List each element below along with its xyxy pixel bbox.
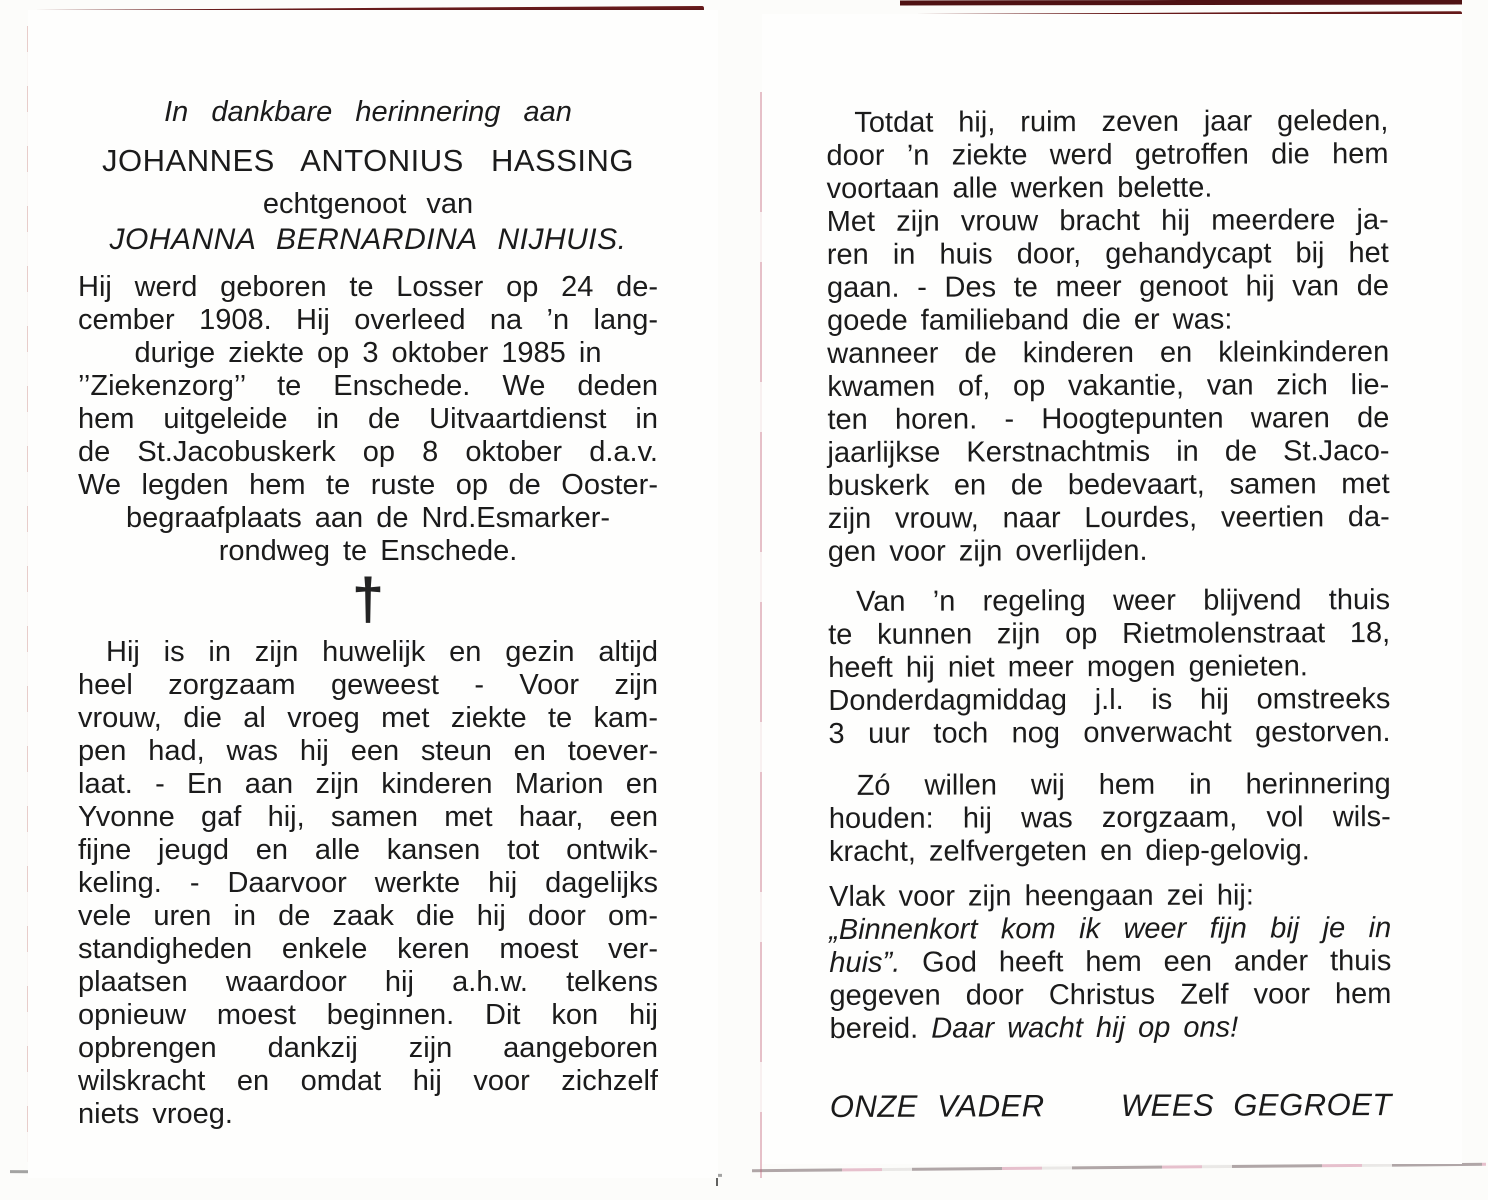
text-line: wilskracht en omdat hij voor zichzelf [78,1065,658,1097]
text-line: Zó willen wij hem in herinnering [856,768,1391,802]
text-line: niets vroeg. [78,1098,233,1130]
left-page-content [28,10,718,1178]
text-line: opnieuw moest beginnen. Dit kon hij [78,999,658,1031]
text-line: heeft hij niet meer mogen genieten. [828,650,1308,684]
text-line: standigheden enkele keren moest ver- [78,933,658,965]
text-line: „Binnenkort kom ik weer fijn bij je in [829,912,1392,946]
remembrance-paragraph [829,768,1391,869]
text-line: plaatsen waardoor hij a.h.w. telkens [78,966,658,998]
text-line: laat. - En aan zijn kinderen Marion en [78,768,658,800]
text-line: kracht, zelfvergeten en diep-gelovig. [828,834,1310,868]
illness-paragraph [826,105,1390,569]
text-line: door ’n ziekte werd getroffen die hem [826,138,1389,172]
deceased-name: JOHANNES ANTONIUS HASSING [102,143,634,178]
text-line: goede familieband die er was: [827,303,1233,337]
text-line: te kunnen zijn op Rietmolenstraat 18, [828,617,1391,651]
text-line: Totdat hij, ruim zeven jaar geleden, [854,105,1389,139]
text-line: gen voor zijn overlijden. [827,534,1148,568]
text-line: de St.Jacobuskerk op 8 oktober d.a.v. [78,436,658,468]
text-line: ’’Ziekenzorg’’ te Enschede. We deden [78,370,658,402]
relation-line: echtgenoot van [262,188,474,220]
prayer-onze-vader: ONZE VADER [829,1088,1045,1124]
text-line: wanneer de kinderen en kleinkinderen [827,336,1390,370]
text-line: buskerk en de bedevaart, samen met [827,468,1390,502]
text-line: heel zorgzaam geweest - Voor zijn [78,669,658,701]
text-segment: God heeft hem een ander thuis [900,945,1392,979]
text-line: Hij is in zijn huwelijk en gezin altijd [106,636,658,668]
text-line: gegeven door Christus Zelf voor hem [829,978,1392,1012]
text-line: Donderdagmiddag j.l. is hij omstreeks [828,683,1391,717]
text-line: Hij werd geboren te Losser op 24 de- [78,271,658,303]
text-segment: bereid. [829,1012,932,1045]
text-line: houden: hij was zorgzaam, vol wils- [828,801,1391,835]
quote-paragraph [829,879,1392,1046]
text-line: We legden hem te ruste op de Ooster- [78,469,658,501]
text-line: ten horen. - Hoogtepunten waren de [827,402,1390,436]
text-line: Yvonne gaf hij, samen met haar, een [78,801,658,833]
text-line: fijne jeugd en alle kansen tot ontwik- [78,834,658,866]
text-line: durige ziekte op 3 oktober 1985 in [134,337,602,369]
life-paragraph [78,636,658,1131]
text-line: cember 1908. Hij overleed na ’n lang- [78,304,658,336]
card-top-edge-right-upper [900,0,1462,5]
text-line: vrouw, die al vroeg met ziekte te kam- [78,702,658,734]
text-line: jaarlijkse Kerstnachtmis in de St.Jaco- [827,435,1390,469]
spouse-name: JOHANNA BERNARDINA NIJHUIS. [109,223,627,256]
text-line: Van ’n regeling weer blijvend thuis [855,584,1391,618]
cross-icon: † [351,567,385,632]
text-line: 3 uur toch nog onverwacht gestorven. [828,716,1391,750]
text-line: voortaan alle werken belette. [826,171,1213,205]
left-page [28,10,718,1178]
memory-line: In dankbare herinnering aan [164,96,572,128]
text-line: gaan. - Des te meer genoot hij van de [826,270,1389,304]
text-line: rondweg te Enschede. [218,535,518,567]
text-line: ren in huis door, gehandycapt bij het [826,237,1389,271]
text-line: Vlak voor zijn heengaan zei hij: [829,879,1254,913]
text-line: opbrengen dankzij zijn aangeboren [78,1032,658,1064]
biography-paragraph [78,271,658,568]
text-line: vele uren in de zaak die hij door om- [78,900,658,932]
text-line: keling. - Daarvoor werkte hij dagelijks [78,867,658,899]
right-page-content [760,13,1464,1165]
text-line: zijn vrouw, naar Lourdes, veertien da- [827,501,1390,535]
right-page [762,14,1462,1164]
prayer-wees-gegroet: WEES GEGROET [1120,1087,1392,1123]
text-line: begraafplaats aan de Nrd.Esmarker- [125,502,611,534]
text-line: hem uitgeleide in de Uitvaartdienst in [78,403,658,435]
prayer-row [830,1088,1392,1124]
text-segment: huis”. [829,946,901,979]
text-line [829,945,1391,980]
text-line [829,1011,1391,1046]
text-line: pen had, was hij een steun en toever- [78,735,658,767]
text-line: kwamen of, op vakantie, van zich lie- [827,369,1390,403]
text-segment: Daar wacht hij op ons! [931,1011,1239,1045]
text-line: Met zijn vrouw bracht hij meerdere ja- [826,204,1389,238]
passing-paragraph [828,584,1391,751]
